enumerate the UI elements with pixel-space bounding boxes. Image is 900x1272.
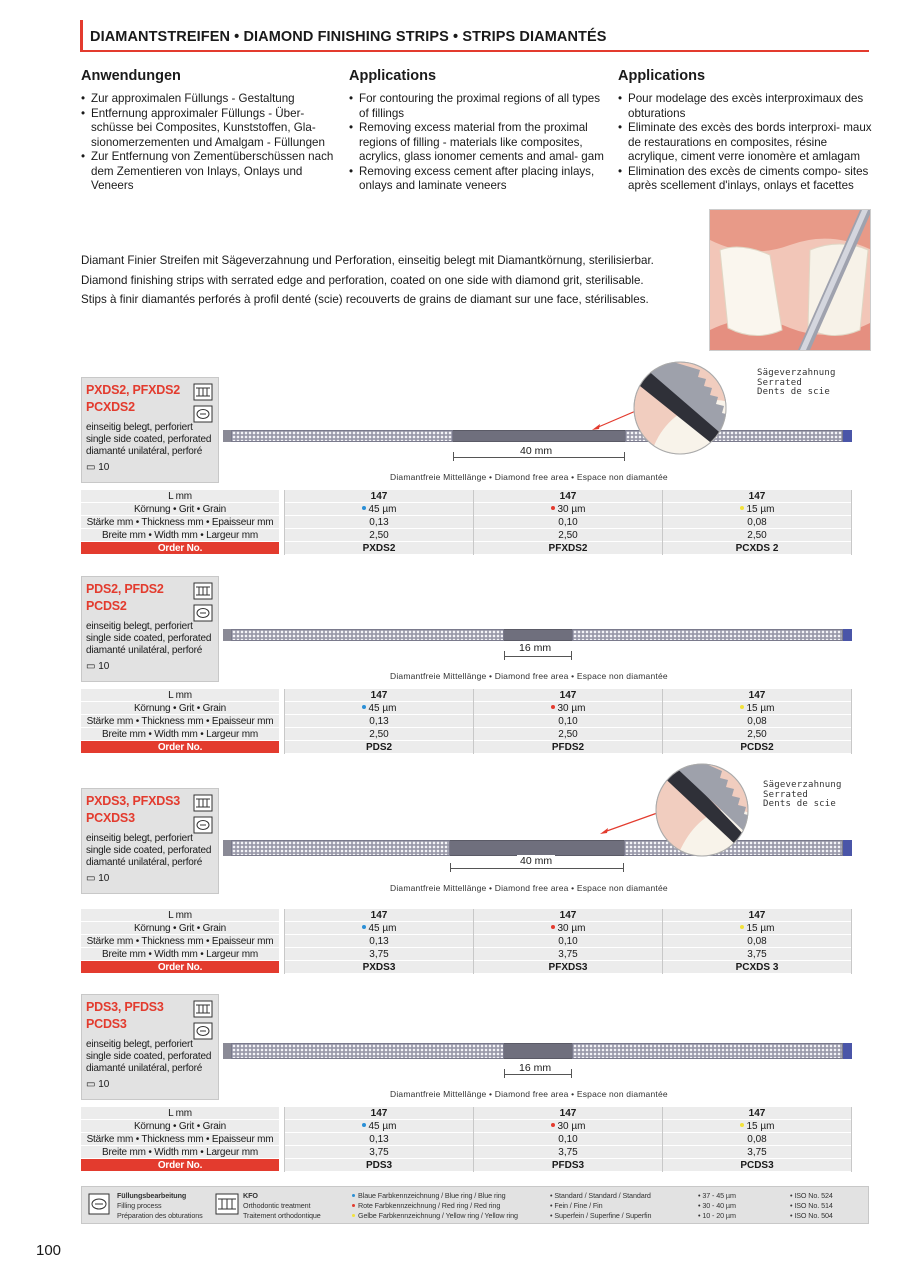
list-item: • For contouring the proximal regions of all types of fillings (349, 92, 604, 121)
legend-rings: Blaue Farbkennzeichnung / Blue ring / Blue ring Rote Farbkennzeichnung / Red ring / Red ring Gelbe Farbkennzeichnung / Yellow ring / Yellow ring (352, 1191, 518, 1221)
legend (81, 1186, 869, 1224)
kfo-icon (193, 582, 213, 600)
pack-quantity: ▭ 10 (86, 873, 110, 884)
spec-column: 147 45 µm 0,13 2,50 PDS2 (285, 689, 474, 754)
zoom-label: Sägeverzahnung Serrated Dents de scie (763, 780, 842, 809)
spec-column: 147 45 µm 0,13 3,75 PDS3 (285, 1107, 474, 1172)
spec-table (284, 909, 852, 974)
legend-ranges: • 37 - 45 µm • 30 - 40 µm • 10 - 20 µm (698, 1191, 736, 1220)
list-item: • Pour modelage des excès interproximaux des obturations (618, 92, 872, 121)
spec-row-labels: L mm Körnung • Grit • Grain Stärke mm • Thickness mm • Epaisseur mm Breite mm • Width mm • Largeur mm Order No. (81, 1107, 279, 1172)
spec-column: 147 45 µm 0,13 2,50 PXDS2 (285, 490, 474, 555)
red-ring-dot (551, 705, 555, 709)
yellow-ring-dot (740, 1123, 744, 1127)
serrated-zoom-view (596, 760, 766, 860)
spec-row-labels: L mm Körnung • Grit • Grain Stärke mm • Thickness mm • Epaisseur mm Breite mm • Width mm • Largeur mm Order No. (81, 490, 279, 555)
applications-heading: Applications (618, 68, 706, 84)
filling-icon (193, 1022, 213, 1040)
product-code: PDS3, PFDS3 (86, 1000, 164, 1014)
applications-heading: Applications (349, 68, 437, 84)
product-code: PCXDS3 (86, 811, 135, 825)
list-item: • Removing excess material from the proximal regions of filling - materials like composites, acrylics, glass ionomer cements and amal- gam (349, 121, 604, 165)
filling-icon (193, 604, 213, 622)
strip-diamond-left (231, 840, 450, 856)
spec-column: 147 15 µm 0,08 2,50 PCDS2 (663, 689, 852, 754)
dimension-line (450, 868, 624, 869)
strip-end-left (223, 840, 231, 856)
strip-diamond-left (231, 629, 504, 641)
applications-de (81, 68, 339, 194)
blue-ring-dot (362, 705, 366, 709)
pack-icon: ▭ (86, 462, 96, 473)
dimension-label: 16 mm (516, 1062, 554, 1074)
spec-column: 147 30 µm 0,10 3,75 PFXDS3 (474, 909, 663, 974)
spec-table (284, 1107, 852, 1172)
blue-ring-dot (362, 1123, 366, 1127)
strip-diamond-right (572, 629, 843, 641)
list-item: • Zur approximalen Füllungs - Gestaltung (81, 92, 339, 107)
product-description: einseitig belegt, perforiert single side coated, perforated diamanté unilatéral, perforé (86, 833, 212, 868)
applications-heading: Anwendungen (81, 68, 181, 84)
list-item: • Elimination des excès de ciments compo- sites après scellement d'inlays, onlays et facettes (618, 165, 872, 194)
product-code: PDS2, PFDS2 (86, 582, 164, 596)
intro-de: Diamant Finier Streifen mit Sägeverzahnung und Perforation, einseitig belegt mit Diamantkörnung, sterilisierbar. (81, 254, 654, 267)
product-code: PXDS2, PFXDS2 (86, 383, 180, 397)
strip-diamond-left (231, 1043, 504, 1059)
filling-icon (193, 405, 213, 423)
spec-column: 147 30 µm 0,10 3,75 PFDS3 (474, 1107, 663, 1172)
free-area-label: Diamantfreie Mittellänge • Diamond free area • Espace non diamantée (390, 1089, 668, 1099)
applications-fr (618, 68, 872, 194)
dimension-label: 40 mm (517, 445, 555, 457)
serrated-zoom-view (590, 358, 760, 458)
strip-end-right (843, 1043, 852, 1059)
strip-end-left (223, 1043, 231, 1059)
yellow-ring-dot (740, 506, 744, 510)
product-box (81, 994, 219, 1100)
product-box (81, 788, 219, 894)
free-area-label: Diamantfreie Mittellänge • Diamond free area • Espace non diamantée (390, 671, 668, 681)
pack-icon: ▭ (86, 873, 96, 884)
blue-ring-dot (362, 925, 366, 929)
list-item: • Entfernung approximaler Füllungs - Über- schüsse bei Composites, Kunststoffen, Gla- sionomerzementen und Amalgam - Füllungen (81, 107, 339, 151)
yellow-ring-dot (740, 925, 744, 929)
strip-end-right (843, 430, 852, 442)
blue-ring-dot (362, 506, 366, 510)
pack-icon: ▭ (86, 1079, 96, 1090)
spec-column: 147 15 µm 0,08 3,75 PCXDS 3 (663, 909, 852, 974)
spec-column: 147 30 µm 0,10 2,50 PFXDS2 (474, 490, 663, 555)
spec-row-labels: L mm Körnung • Grit • Grain Stärke mm • Thickness mm • Epaisseur mm Breite mm • Width mm • Largeur mm Order No. (81, 689, 279, 754)
spec-column: 147 15 µm 0,08 2,50 PCXDS 2 (663, 490, 852, 555)
legend-kfo: KFO Orthodontic treatment Traitement orthodontique (243, 1191, 321, 1220)
pack-quantity: ▭ 10 (86, 1079, 110, 1090)
free-area-label: Diamantfreie Mittellänge • Diamond free area • Espace non diamantée (390, 472, 668, 482)
list-item: • Zur Entfernung von Zementüberschüssen nach dem Zementieren von Inlays, Onlays und Veneers (81, 150, 339, 194)
dimension-label: 40 mm (517, 855, 555, 867)
product-description: einseitig belegt, perforiert single side coated, perforated diamanté unilatéral, perforé (86, 621, 212, 656)
list-item: • Eliminate des excès des bords interproxi- maux de restaurations en composites, résine acrylique, ciment verre ionomère et amlagam (618, 121, 872, 165)
red-ring-dot (551, 925, 555, 929)
red-ring-dot (352, 1204, 355, 1207)
intro-text (81, 251, 654, 310)
kfo-icon (193, 1000, 213, 1018)
free-area-label: Diamantfreie Mittellänge • Diamond free area • Espace non diamantée (390, 883, 668, 893)
yellow-ring-dot (352, 1214, 355, 1217)
teeth-photo (709, 209, 871, 351)
dimension-line (504, 1074, 572, 1075)
strip-free-area (504, 629, 572, 641)
spec-row-labels: L mm Körnung • Grit • Grain Stärke mm • Thickness mm • Epaisseur mm Breite mm • Width mm • Largeur mm Order No. (81, 909, 279, 974)
blue-ring-dot (352, 1194, 355, 1197)
spec-table (284, 490, 852, 555)
page-number: 100 (36, 1242, 62, 1259)
kfo-icon (193, 383, 213, 401)
legend-filling: Füllungsbearbeitung Filling process Préparation des obturations (117, 1191, 203, 1220)
product-description: einseitig belegt, perforiert single side coated, perforated diamanté unilatéral, perforé (86, 422, 212, 457)
strip-diamond-left (231, 430, 453, 442)
pack-quantity: ▭ 10 (86, 661, 110, 672)
product-description: einseitig belegt, perforiert single side coated, perforated diamanté unilatéral, perforé (86, 1039, 212, 1074)
product-code: PCDS2 (86, 599, 127, 613)
strip-free-area (504, 1043, 572, 1059)
product-code: PXDS3, PFXDS3 (86, 794, 180, 808)
legend-iso: • ISO No. 524 • ISO No. 514 • ISO No. 504 (790, 1191, 833, 1220)
product-box (81, 377, 219, 483)
product-box (81, 576, 219, 682)
strip-end-right (843, 629, 852, 641)
kfo-icon (193, 794, 213, 812)
intro-fr: Stips à finir diamantés perforés à profil denté (scie) recouverts de grains de diamant sur une face, stérilisables. (81, 293, 649, 306)
red-ring-dot (551, 506, 555, 510)
applications-en (349, 68, 604, 194)
intro-en: Diamond finishing strips with serrated edge and perforation, coated on one side with diamond grit, sterilisable. (81, 273, 644, 287)
strip-end-right (843, 840, 852, 856)
strip-diamond-right (572, 1043, 843, 1059)
filling-icon (88, 1193, 110, 1215)
list-item: • Removing excess cement after placing inlays, onlays and laminate veneers (349, 165, 604, 194)
dimension-line (504, 656, 572, 657)
filling-icon (193, 816, 213, 834)
dimension-label: 16 mm (516, 642, 554, 654)
pack-quantity: ▭ 10 (86, 462, 110, 473)
kfo-icon (215, 1193, 239, 1215)
red-ring-dot (551, 1123, 555, 1127)
yellow-ring-dot (740, 705, 744, 709)
spec-table (284, 689, 852, 754)
spec-column: 147 45 µm 0,13 3,75 PXDS3 (285, 909, 474, 974)
page-title: DIAMANTSTREIFEN • DIAMOND FINISHING STRIPS • STRIPS DIAMANTÉS (90, 29, 607, 45)
spec-column: 147 15 µm 0,08 3,75 PCDS3 (663, 1107, 852, 1172)
strip-end-left (223, 629, 231, 641)
strip-end-left (223, 430, 231, 442)
legend-grades: • Standard / Standard / Standard • Fein / Fine / Fin • Superfein / Superfine / Superfin (550, 1191, 652, 1220)
spec-column: 147 30 µm 0,10 2,50 PFDS2 (474, 689, 663, 754)
product-code: PCDS3 (86, 1017, 127, 1031)
product-code: PCXDS2 (86, 400, 135, 414)
zoom-label: Sägeverzahnung Serrated Dents de scie (757, 368, 836, 397)
pack-icon: ▭ (86, 661, 96, 672)
